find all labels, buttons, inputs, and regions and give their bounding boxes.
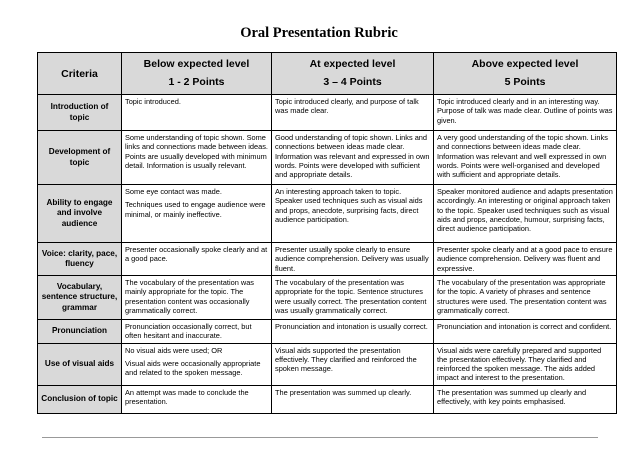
header-row [38,53,617,95]
descriptor-cell-at [272,385,434,413]
descriptor-text: Pronunciation occasionally correct, but often hesitant and inaccurate. [125,322,252,341]
level-name: Below expected level [143,58,250,70]
descriptor-text: Visual aids were carefully prepared and supported the presentation effectively. They clarified and reinforced the spoken message. The aids added impact and interest to the presentation. [437,345,602,383]
rubric-row [38,343,617,385]
descriptor-text: The vocabulary of the presentation was appropriate for the topic. Sentence structures were usually correct. The presentation content was usually grammatically correct. [275,278,427,315]
descriptor-text: Topic introduced. [125,97,181,106]
descriptor-cell-below [122,343,272,385]
descriptor-text: Visual aids supported the presentation effectively. They clarified and reinforced the spoken message. [275,345,417,374]
descriptor-cell-at [272,320,434,344]
descriptor-cell-above [434,320,617,344]
footer-divider [42,437,598,438]
descriptor-cell-below [122,276,272,320]
descriptor-cell-at [272,243,434,276]
descriptor-cell-below [122,185,272,243]
descriptor-cell-above [434,243,617,276]
criterion-cell: Ability to engage and involve audience [38,185,122,243]
level-name: At expected level [309,58,396,70]
descriptor-cell-above [434,131,617,185]
descriptor-text: Pronunciation and intonation is usually correct. [275,322,428,331]
descriptor-cell-above [434,385,617,413]
descriptor-text: The vocabulary of the presentation was appropriate for the topic. A variety of phrases and sentence structures were used. The presentation content was grammatically correct. [437,278,607,315]
rubric-row [38,320,617,344]
criterion-cell: Use of visual aids [38,343,122,385]
criteria-header: Criteria [38,53,122,95]
criterion-cell: Conclusion of topic [38,385,122,413]
document-title: Oral Presentation Rubric [240,25,398,41]
descriptor-cell-at [272,185,434,243]
criterion-cell: Pronunciation [38,320,122,344]
descriptor-text: No visual aids were used; OR [125,345,223,355]
rubric-row [38,276,617,320]
descriptor-text: Some eye contact was made. [125,187,222,196]
descriptor-text: An interesting approach taken to topic. Speaker used techniques such as visual aids and props, anecdote, surprising facts, direct audience participation. [275,187,423,224]
descriptor-text: Presenter spoke clearly and at a good pace to ensure audience comprehension. Delivery was fluent and expressive. [437,245,613,273]
descriptor-cell-at [272,131,434,185]
descriptor-text: Pronunciation and intonation is correct and confident. [437,322,612,331]
rubric-body [38,95,617,414]
descriptor-cell-at [272,343,434,385]
descriptor-cell-above [434,276,617,320]
level-points: 1 - 2 Points [168,76,225,88]
rubric-table [37,52,617,414]
descriptor-cell-above [434,185,617,243]
descriptor-text: A very good understanding of the topic shown. Links and connections between ideas made clear. Information was relevant and well expressed in own words. Points were well-organised and developed with sufficient and appropriate details. [437,133,608,180]
descriptor-text: Visual aids were occasionally appropriate and related to the spoken message. [125,358,261,378]
descriptor-cell-above [434,95,617,131]
descriptor-text: Techniques used to engage audience were minimal, or mainly ineffective. [125,200,266,219]
descriptor-text: Some understanding of topic shown. Some links and connections made between ideas. Points are usually developed with minimum detail. Information is usually relevant. [125,133,268,170]
criterion-cell: Development of topic [38,131,122,185]
descriptor-cell-below [122,243,272,276]
level-header-at [272,53,434,95]
descriptor-text: The presentation was summed up clearly and effectively, with key points emphasised. [437,387,587,407]
rubric-row [38,95,617,131]
criterion-cell: Introduction of topic [38,95,122,131]
descriptor-text: Speaker monitored audience and adapts presentation accordingly. An interesting or original approach taken to the topic. Speaker used techniques such as visual aids and props, anecdote, humour, surprising facts, direct audience participation. [437,187,613,234]
criterion-cell: Voice: clarity, pace, fluency [38,243,122,276]
rubric-row [38,185,617,243]
level-points: 3 – 4 Points [323,76,382,88]
descriptor-text: Presenter occasionally spoke clearly and at a good pace. [125,245,268,264]
descriptor-cell-at [272,276,434,320]
level-name: Above expected level [471,58,579,70]
descriptor-text: Good understanding of topic shown. Links and connections between ideas made clear. Information was relevant and expressed in own words. Points were developed with sufficient and appropriate details. [275,133,430,180]
level-header-below [122,53,272,95]
descriptor-text: The presentation was summed up clearly. [275,387,412,397]
rubric-row [38,131,617,185]
descriptor-text: Topic introduced clearly and in an interesting way. Purpose of talk was made clear. Outline of points was given. [437,97,613,125]
descriptor-text: Presenter usually spoke clearly to ensure audience comprehension. Delivery was usually fluent. [275,245,429,273]
descriptor-cell-below [122,320,272,344]
descriptor-cell-below [122,385,272,413]
descriptor-cell-at [272,95,434,131]
descriptor-cell-above [434,343,617,385]
criterion-cell: Vocabulary, sentence structure, grammar [38,276,122,320]
level-header-above [434,53,617,95]
descriptor-cell-below [122,131,272,185]
rubric-row [38,243,617,276]
rubric-row [38,385,617,413]
level-points: 5 Points [504,76,546,88]
descriptor-text: The vocabulary of the presentation was mainly appropriate for the topic. The presentation content was occasionally grammatically correct. [125,278,255,315]
descriptor-cell-below [122,95,272,131]
descriptor-text: An attempt was made to conclude the presentation. [125,387,249,407]
descriptor-text: Topic introduced clearly, and purpose of talk was made clear. [275,97,419,116]
